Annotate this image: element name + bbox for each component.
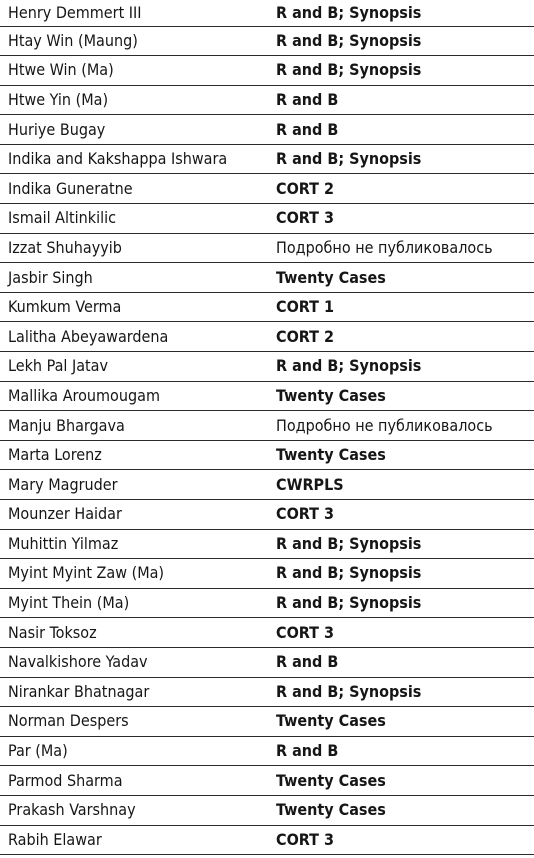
- table-row: [0, 559, 534, 589]
- case-source-cell: R and B: [276, 119, 339, 139]
- case-source-cell: R and B; Synopsis: [276, 30, 422, 50]
- case-source-cell: R and B; Synopsis: [276, 593, 422, 613]
- case-name-cell: Muhittin Yilmaz: [8, 533, 119, 553]
- table-row: [0, 233, 534, 263]
- table-row: [0, 470, 534, 500]
- case-source-cell: R and B: [276, 741, 339, 761]
- case-name-cell: Indika Guneratne: [8, 178, 133, 198]
- case-name-cell: Prakash Varshnay: [8, 800, 136, 820]
- case-name-cell: Norman Despers: [8, 711, 129, 731]
- case-name-cell: Manju Bhargava: [8, 415, 125, 435]
- table-row: [0, 322, 534, 352]
- table-row: [0, 647, 534, 677]
- case-name-cell: Navalkishore Yadav: [8, 652, 148, 672]
- table-row: [0, 115, 534, 145]
- case-name-cell: Mary Magruder: [8, 474, 118, 494]
- case-name-cell: Htay Win (Maung): [8, 30, 138, 50]
- case-name-cell: Par (Ma): [8, 741, 68, 761]
- case-name-cell: Marta Lorenz: [8, 445, 102, 465]
- table-row: [0, 144, 534, 174]
- table-row: [0, 204, 534, 234]
- table-row: [0, 292, 534, 322]
- case-name-cell: Parmod Sharma: [8, 770, 123, 790]
- case-name-cell: Nasir Toksoz: [8, 622, 97, 642]
- table-row: [0, 263, 534, 293]
- case-source-cell: CORT 2: [276, 326, 335, 346]
- case-source-cell: R and B: [276, 652, 339, 672]
- case-name-cell: Kumkum Verma: [8, 297, 122, 317]
- case-source-cell: Twenty Cases: [276, 711, 386, 731]
- case-source-cell: Twenty Cases: [276, 267, 386, 287]
- case-source-cell: Twenty Cases: [276, 445, 386, 465]
- table-row: [0, 411, 534, 441]
- case-source-cell: Подробно не публиковалось: [276, 237, 493, 257]
- case-name-cell: Myint Myint Zaw (Ma): [8, 563, 165, 583]
- table-row: [0, 736, 534, 766]
- case-source-cell: R and B; Synopsis: [276, 2, 422, 22]
- table-row: [0, 174, 534, 204]
- case-name-cell: Lalitha Abeyawardena: [8, 326, 169, 346]
- case-source-cell: CORT 1: [276, 297, 335, 317]
- case-name-cell: Henry Demmert III: [8, 2, 142, 22]
- table-row: [0, 85, 534, 115]
- table-row: [0, 825, 534, 855]
- table-row: [0, 707, 534, 737]
- case-source-cell: CORT 3: [276, 504, 335, 524]
- table-row: [0, 529, 534, 559]
- case-name-cell: Ismail Altinkilic: [8, 208, 117, 228]
- case-source-cell: R and B; Synopsis: [276, 60, 422, 80]
- table-row: [0, 56, 534, 86]
- case-source-cell: CWRPLS: [276, 474, 344, 494]
- case-name-cell: Nirankar Bhatnagar: [8, 681, 150, 701]
- case-name-cell: Indika and Kakshappa Ishwara: [8, 149, 228, 169]
- case-source-cell: Twenty Cases: [276, 800, 386, 820]
- table-row: [0, 677, 534, 707]
- case-source-cell: Twenty Cases: [276, 385, 386, 405]
- table-row: [0, 766, 534, 796]
- case-name-cell: Izzat Shuhayyib: [8, 237, 122, 257]
- table-row: [0, 795, 534, 825]
- case-name-cell: Rabih Elawar: [8, 829, 102, 849]
- case-name-cell: Lekh Pal Jatav: [8, 356, 109, 376]
- case-name-cell: Huriye Bugay: [8, 119, 106, 139]
- table-row: [0, 26, 534, 56]
- table-row: [0, 0, 534, 26]
- case-source-cell: R and B; Synopsis: [276, 149, 422, 169]
- table-row: [0, 352, 534, 382]
- case-name-cell: Mallika Aroumougam: [8, 385, 160, 405]
- case-source-cell: Подробно не публиковалось: [276, 415, 493, 435]
- case-name-cell: Mounzer Haidar: [8, 504, 122, 524]
- case-source-cell: CORT 3: [276, 208, 335, 228]
- case-source-cell: R and B; Synopsis: [276, 533, 422, 553]
- table-row: [0, 381, 534, 411]
- case-source-cell: CORT 3: [276, 622, 335, 642]
- case-source-cell: R and B: [276, 89, 339, 109]
- table-row: [0, 588, 534, 618]
- table-row: [0, 440, 534, 470]
- case-source-cell: Twenty Cases: [276, 770, 386, 790]
- case-source-cell: R and B; Synopsis: [276, 563, 422, 583]
- case-name-cell: Jasbir Singh: [8, 267, 93, 287]
- case-name-cell: Myint Thein (Ma): [8, 593, 130, 613]
- case-source-cell: R and B; Synopsis: [276, 681, 422, 701]
- case-name-cell: Htwe Win (Ma): [8, 60, 114, 80]
- case-source-cell: CORT 3: [276, 829, 335, 849]
- case-name-cell: Htwe Yin (Ma): [8, 89, 109, 109]
- table-row: [0, 500, 534, 530]
- table-row: [0, 618, 534, 648]
- case-source-cell: CORT 2: [276, 178, 335, 198]
- case-source-cell: R and B; Synopsis: [276, 356, 422, 376]
